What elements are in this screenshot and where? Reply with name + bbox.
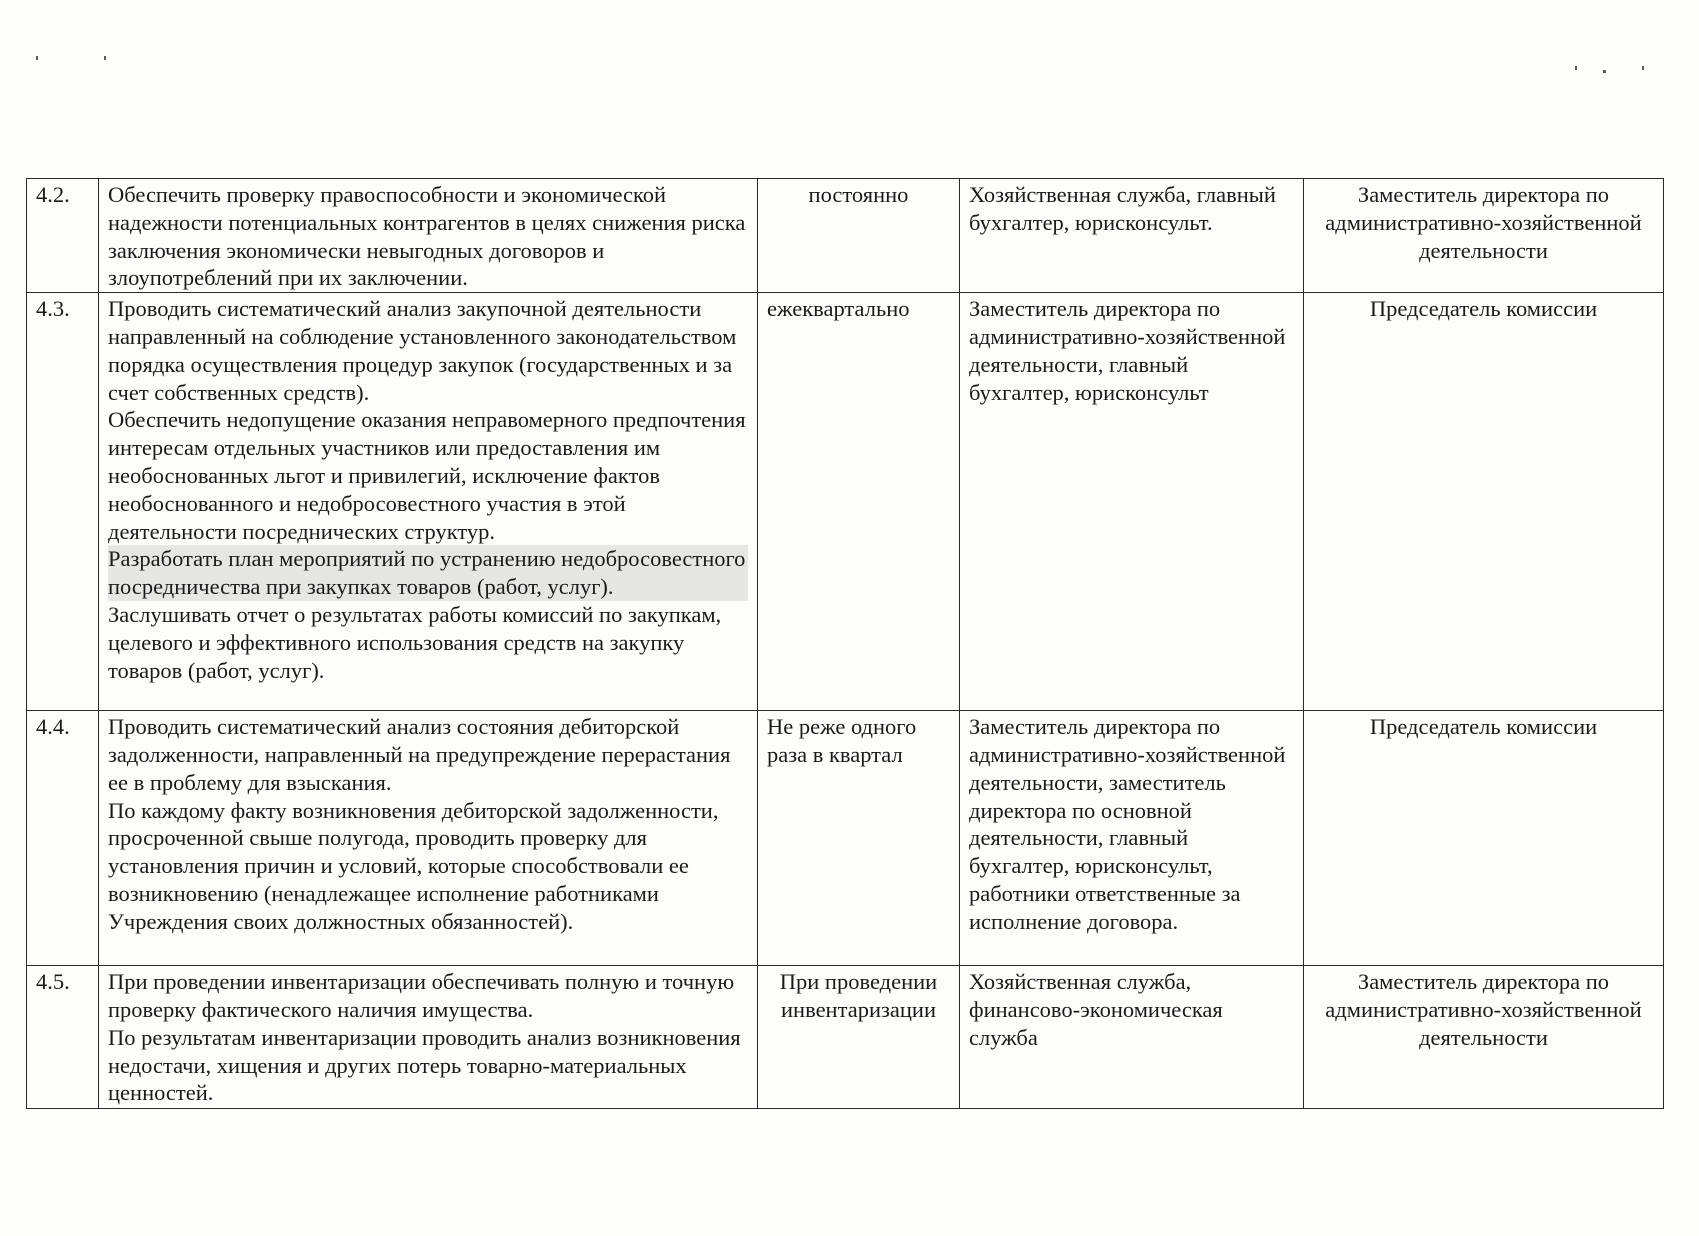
scan-speck [104,56,106,60]
controller-cell: Заместитель директора по административно-хозяйственной деятельности [1304,179,1664,293]
table-row [27,711,1664,966]
action-cell [99,966,758,1109]
scan-speck [1603,70,1606,73]
term-cell: ежеквартально [758,293,960,711]
item-number: 4.4. [27,711,99,966]
controller-cell: Заместитель директора по административно-хозяйственной деятельности [1304,966,1664,1109]
action-paragraph: По результатам инвентаризации проводить анализ возникновения недостачи, хищения и других потерь товарно-материальных ценностей. [108,1024,741,1106]
term-cell: При проведении инвентаризации [758,966,960,1109]
responsible-cell: Хозяйственная служба, главный бухгалтер, юрисконсульт. [960,179,1304,293]
action-paragraph: Проводить систематический анализ закупочной деятельности направленный на соблюдение установленного законодательством порядка осуществления процедур закупок (государственных и за счет собственных средств). [108,296,737,405]
action-paragraph-highlighted: Разработать план мероприятий по устранению недобросовестного посредничества при закупках товаров (работ, услуг). [108,545,748,601]
action-cell [99,179,758,293]
responsible-cell: Заместитель директора по административно-хозяйственной деятельности, главный бухгалтер, юрисконсульт [960,293,1304,711]
table-row [27,966,1664,1109]
item-number: 4.5. [27,966,99,1109]
item-number: 4.2. [27,179,99,293]
table-row [27,179,1664,293]
action-paragraph: Проводить систематический анализ состояния дебиторской задолженности, направленный на предупреждение перерастания ее в проблему для взыскания. [108,714,731,795]
action-plan-table [26,178,1664,1109]
controller-cell: Председатель комиссии [1304,293,1664,711]
scan-speck [1642,66,1644,70]
item-number: 4.3. [27,293,99,711]
term-cell: Не реже одного раза в квартал [758,711,960,966]
action-paragraph: Обеспечить недопущение оказания неправомерного предпочтения интересам отдельных участников или предоставления им необоснованных льгот и привилегий, исключение фактов необоснованного и недобросовестного участия в этой деятельности посреднических структур. [108,407,746,544]
action-paragraph: По каждому факту возникновения дебиторской задолженности, просроченной свыше полугода, проводить проверку для установления причин и условий, которые способствовали ее возникновению (ненадлежащее исполнение работниками Учреждения своих должностных обязанностей). [108,797,719,934]
table-row [27,293,1664,711]
action-cell [99,711,758,966]
action-paragraph: Обеспечить проверку правоспособности и экономической надежности потенциальных контрагентов в целях снижения риска заключения экономически невыгодных договоров и злоупотреблений при их заключении. [108,182,746,291]
controller-cell: Председатель комиссии [1304,711,1664,966]
scan-speck [1575,66,1577,70]
action-cell [99,293,758,711]
term-cell: постоянно [758,179,960,293]
responsible-cell: Заместитель директора по административно-хозяйственной деятельности, заместитель директора по основной деятельности, главный бухгалтер, юрисконсульт, работники ответственные за исполнение договора. [960,711,1304,966]
action-paragraph: Заслушивать отчет о результатах работы комиссий по закупкам, целевого и эффективного использования средств на закупку товаров (работ, услуг). [108,601,722,683]
scan-speck [36,56,38,60]
responsible-cell: Хозяйственная служба, финансово-экономическая служба [960,966,1304,1109]
action-paragraph: При проведении инвентаризации обеспечивать полную и точную проверку фактического наличия имущества. [108,969,735,1022]
